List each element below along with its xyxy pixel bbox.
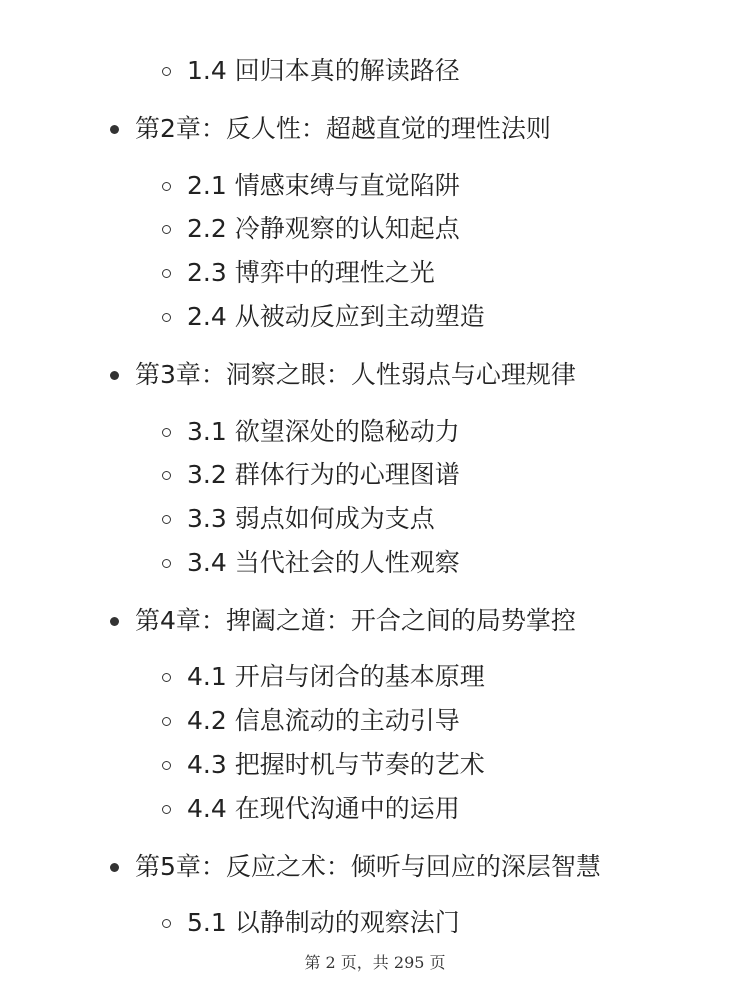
toc-item-label: 1.4 回归本真的解读路径 <box>187 56 460 85</box>
toc-item-label: 2.4 从被动反应到主动塑造 <box>187 302 485 331</box>
toc-section-4-4[interactable] <box>162 793 460 825</box>
toc-section-1-4[interactable] <box>162 55 460 87</box>
circle-bullet-icon <box>162 269 171 278</box>
disc-bullet-icon <box>110 863 119 872</box>
disc-bullet-icon <box>110 125 119 134</box>
toc-item-label: 3.1 欲望深处的隐秘动力 <box>187 417 460 446</box>
circle-bullet-icon <box>162 919 171 928</box>
toc-chapter-2[interactable] <box>110 113 551 145</box>
toc-section-2-1[interactable] <box>162 170 460 202</box>
toc-item-label: 2.3 博弈中的理性之光 <box>187 258 435 287</box>
toc-item-label: 3.2 群体行为的心理图谱 <box>187 460 460 489</box>
circle-bullet-icon <box>162 673 171 682</box>
circle-bullet-icon <box>162 428 171 437</box>
toc-item-label: 第4章：捭阖之道：开合之间的局势掌控 <box>135 606 576 635</box>
toc-item-label: 第2章：反人性：超越直觉的理性法则 <box>135 114 551 143</box>
toc-item-label: 2.1 情感束缚与直觉陷阱 <box>187 171 460 200</box>
toc-item-label: 4.3 把握时机与节奏的艺术 <box>187 750 485 779</box>
page-number-footer: 第 2 页，共 295 页 <box>304 953 446 972</box>
toc-item-label: 4.4 在现代沟通中的运用 <box>187 794 460 823</box>
circle-bullet-icon <box>162 182 171 191</box>
toc-section-2-4[interactable] <box>162 301 485 333</box>
circle-bullet-icon <box>162 559 171 568</box>
circle-bullet-icon <box>162 515 171 524</box>
toc-section-4-3[interactable] <box>162 749 485 781</box>
circle-bullet-icon <box>162 717 171 726</box>
circle-bullet-icon <box>162 805 171 814</box>
toc-section-3-2[interactable] <box>162 459 460 491</box>
toc-section-2-3[interactable] <box>162 257 435 289</box>
toc-chapter-4[interactable] <box>110 605 576 637</box>
disc-bullet-icon <box>110 617 119 626</box>
toc-item-label: 第3章：洞察之眼：人性弱点与心理规律 <box>135 360 576 389</box>
toc-chapter-5[interactable] <box>110 851 601 883</box>
toc-item-label: 3.3 弱点如何成为支点 <box>187 504 435 533</box>
toc-item-label: 4.2 信息流动的主动引导 <box>187 706 460 735</box>
circle-bullet-icon <box>162 225 171 234</box>
circle-bullet-icon <box>162 471 171 480</box>
toc-section-3-3[interactable] <box>162 503 435 535</box>
toc-item-label: 2.2 冷静观察的认知起点 <box>187 214 460 243</box>
toc-item-label: 4.1 开启与闭合的基本原理 <box>187 662 485 691</box>
toc-section-3-4[interactable] <box>162 547 460 579</box>
circle-bullet-icon <box>162 67 171 76</box>
toc-section-4-1[interactable] <box>162 661 485 693</box>
toc-section-4-2[interactable] <box>162 705 460 737</box>
toc-item-label: 5.1 以静制动的观察法门 <box>187 908 460 937</box>
toc-section-3-1[interactable] <box>162 416 460 448</box>
toc-section-5-1[interactable] <box>162 907 460 939</box>
toc-item-label: 3.4 当代社会的人性观察 <box>187 548 460 577</box>
circle-bullet-icon <box>162 313 171 322</box>
disc-bullet-icon <box>110 371 119 380</box>
circle-bullet-icon <box>162 761 171 770</box>
toc-section-2-2[interactable] <box>162 213 460 245</box>
toc-chapter-3[interactable] <box>110 359 576 391</box>
toc-item-label: 第5章：反应之术：倾听与回应的深层智慧 <box>135 852 601 881</box>
